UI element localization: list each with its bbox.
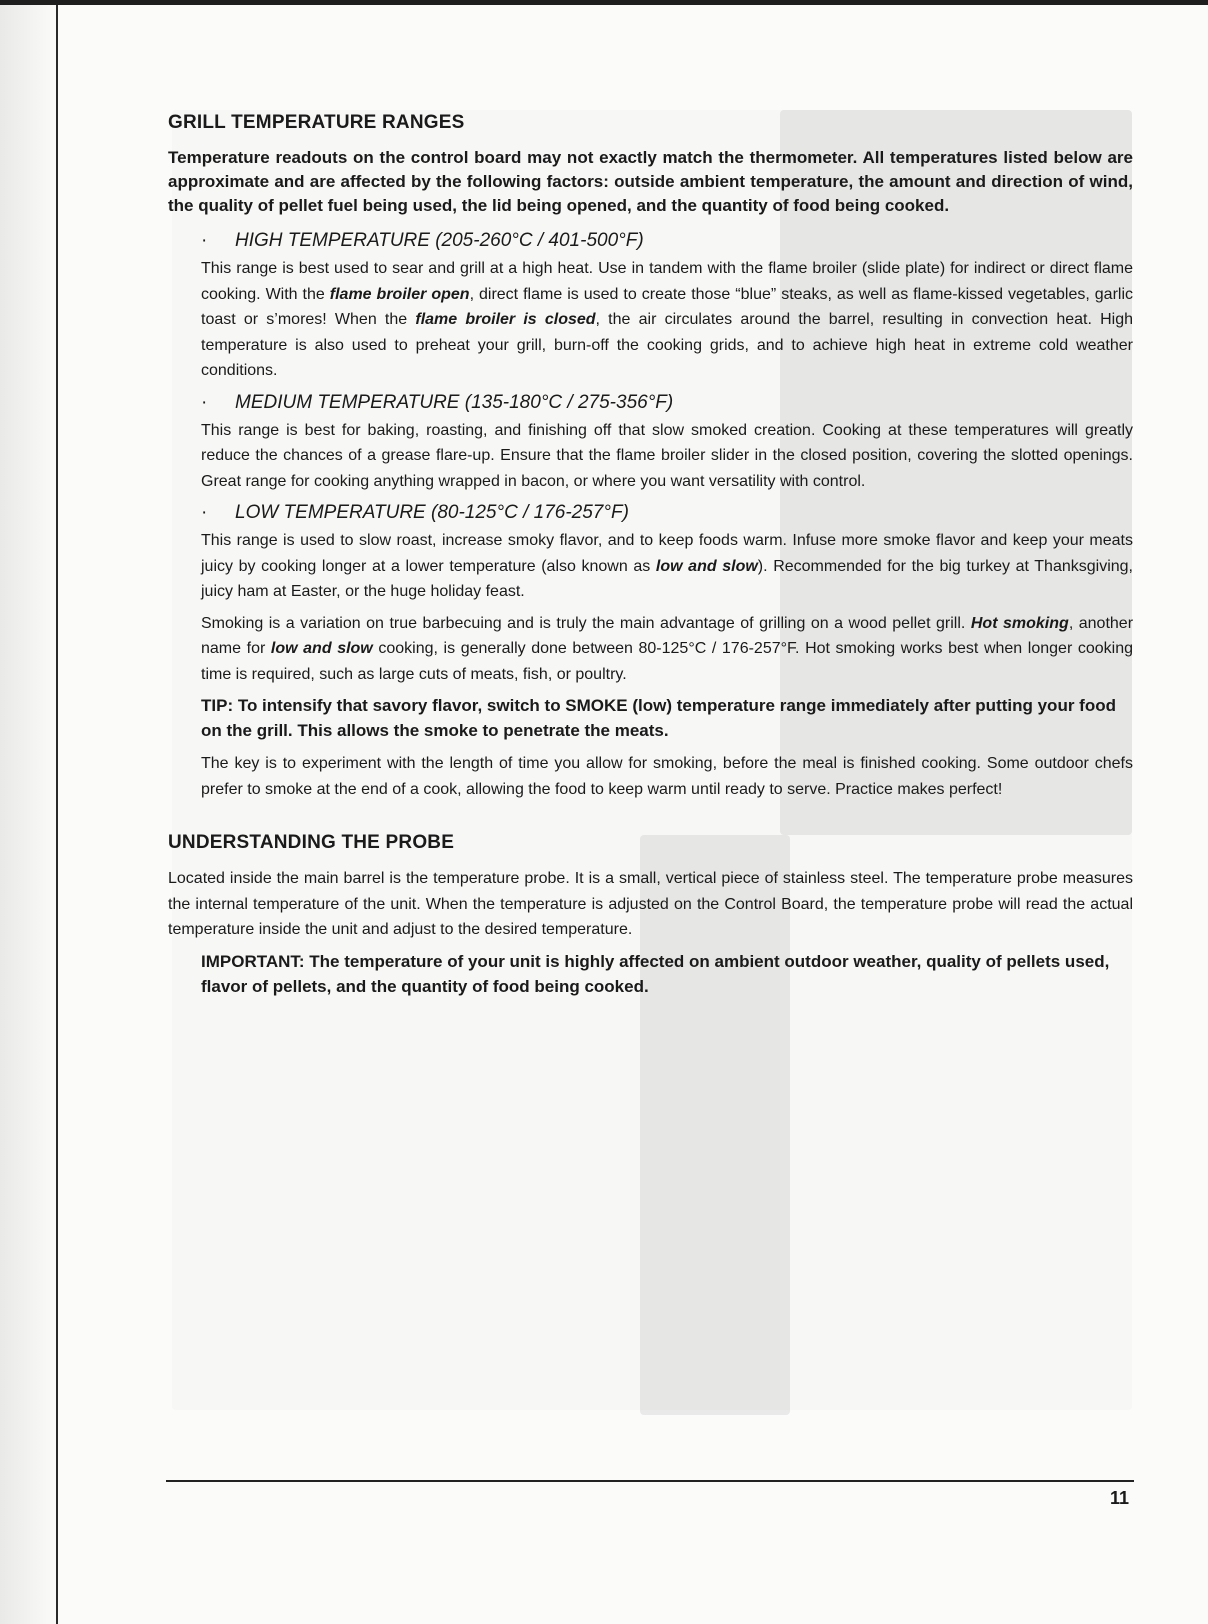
smoking-text-part-2: , another name for [201,614,1134,657]
low-text-part-2: ). Recommended for the big turkey at Thanksgiving, juicy ham at Easter, or the huge holiday feast. [201,557,1133,600]
low-temperature-title-text: LOW TEMPERATURE (80-125°C / 176-257°F) [235,502,629,523]
page-number: 11 [1110,1488,1130,1508]
low-and-slow-emphasis-2: low and slow [270,640,373,657]
flame-broiler-open-emphasis: flame broiler open [329,285,470,303]
high-text-part-3: , the air circulates around the barrel, resulting in convection heat. High temperature is also used to preheat your grill, burn-off the cooking grids, and to achieve high heat in extreme cold weather conditions. [201,311,1133,379]
hot-smoking-emphasis: Hot smoking [970,614,1069,632]
high-temperature-title [201,228,1133,254]
medium-temperature-block [201,390,1133,495]
page-content [168,110,1133,999]
page-top-edge [0,0,1208,5]
experiment-paragraph: The key is to experiment with the length of time you allow for smoking, before the meal is finished cooking. Some outdoor chefs prefer to smoke at the end of a cook, allowing the food to keep warm until ready to serve. Practice makes perfect! [201,755,1133,798]
high-text-part-2: , direct flame is used to create those “blue” steaks, as well as flame-kissed vegetables, garlic toast or s’mores! When the [201,285,1134,328]
high-temperature-block [201,228,1133,384]
page-left-edge [0,0,58,1624]
footer-divider [166,1480,1134,1482]
low-and-slow-emphasis: low and slow [655,557,758,575]
understanding-probe-heading: UNDERSTANDING THE PROBE [168,832,455,853]
high-text-part-1: This range is best used to sear and grill at a high heat. Use in tandem with the flame broiler (slide plate) for indirect or direct flame cooking. With the [201,260,1133,303]
bullet-icon: · [201,391,208,413]
medium-temperature-title-text: MEDIUM TEMPERATURE (135-180°C / 275-356°F) [235,391,674,413]
probe-description: Located inside the main barrel is the temperature probe. It is a small, vertical piece of stainless steel. The temperature probe measures the internal temperature of the unit. When the temperature is adjusted on the Control Board, the temperature probe will read the actual temperature inside the unit and adjust to the desired temperature. [168,870,1133,938]
high-temperature-text [201,256,1133,384]
bullet-icon: · [201,502,208,523]
grill-temperature-ranges-heading: GRILL TEMPERATURE RANGES [168,112,465,133]
smoking-paragraph [201,611,1133,688]
page-fold-line [56,0,58,1624]
smoke-tip: TIP: To intensify that savory flavor, switch to SMOKE (low) temperature range immediately after putting your food on the grill. This allows the smoke to penetrate the meats. [201,696,1116,740]
high-temperature-title-text: HIGH TEMPERATURE (205-260°C / 401-500°F) [235,230,644,251]
low-temperature-title [201,500,1133,526]
medium-temperature-title [201,390,1133,416]
grill-temperature-intro: Temperature readouts on the control board may not exactly match the thermometer. All temperatures listed below are approximate and are affected by the following factors: outside ambient temperature, the amount and direction of wind, the quality of pellet fuel being used, the lid being opened, and the quantity of food being cooked. [168,148,1133,215]
bullet-icon: · [201,230,208,251]
probe-important-note: IMPORTANT: The temperature of your unit is highly affected on ambient outdoor weather, quality of pellets used, flavor of pellets, and the quantity of food being cooked. [201,951,1110,996]
low-text-part-1: This range is used to slow roast, increase smoky flavor, and to keep foods warm. Infuse more smoke flavor and keep your meats juicy by cooking longer at a lower temperature (also known as [201,532,1133,575]
flame-broiler-closed-emphasis: flame broiler is closed [415,311,596,328]
smoking-text-part-3: cooking, is generally done between 80-125°C / 176-257°F. Hot smoking works best when longer cooking time is required, such as large cuts of meats, fish, or poultry. [201,640,1134,683]
medium-temperature-text: This range is best for baking, roasting, and finishing off that slow smoked creation. Cooking at these temperatures will greatly reduce the chances of a grease flare-up. Ensure that the flame broiler slider in the closed position, covering the slotted openings. Great range for cooking anything wrapped in bacon, or where you want versatility with control. [201,421,1133,490]
low-temperature-text [201,528,1133,605]
smoking-text-part-1: Smoking is a variation on true barbecuing and is truly the main advantage of grilling on a wood pellet grill. [201,614,971,632]
low-temperature-block [201,500,1133,802]
